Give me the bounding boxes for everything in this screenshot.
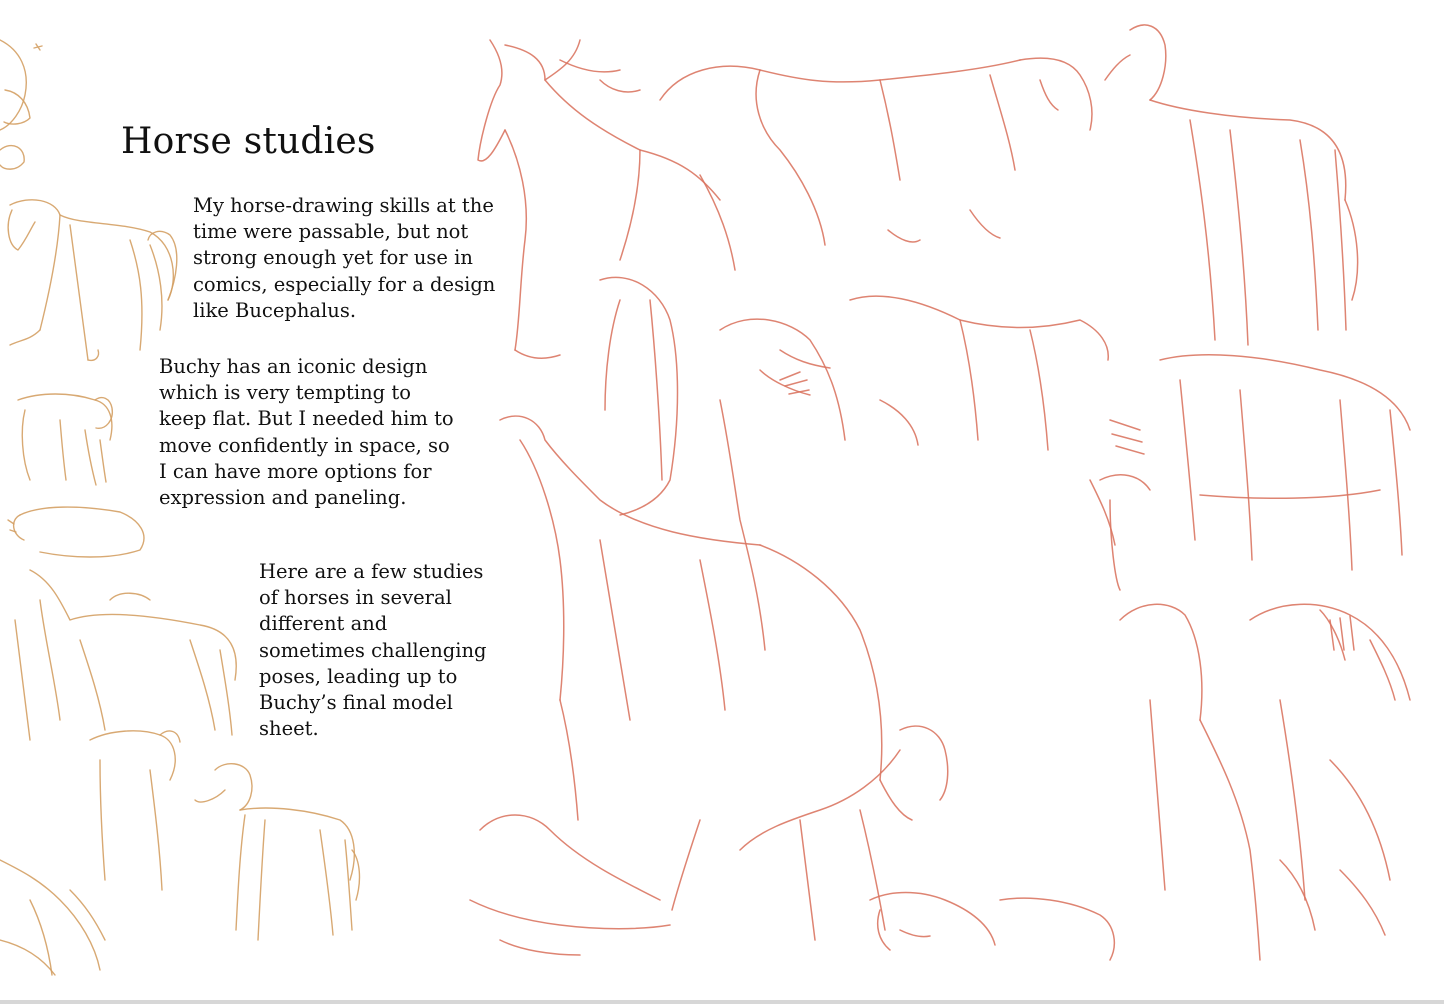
paragraph-design: Buchy has an iconic design which is very tempting to keep flat. But I needed him to move confidently in space, so I can have more options for expression and paneling. <box>159 355 454 510</box>
paragraph-studies: Here are a few studies of horses in several different and sometimes challenging poses, leading up to Buchy’s final model sheet. <box>259 560 487 741</box>
red-horse-sketches <box>470 25 1410 960</box>
page-title: Horse studies <box>121 121 376 162</box>
bottom-divider <box>0 1000 1444 1004</box>
paragraph-skills: My horse-drawing skills at the time were passable, but not strong enough yet for use in comics, especially for a design like Bucephalus. <box>193 194 496 322</box>
